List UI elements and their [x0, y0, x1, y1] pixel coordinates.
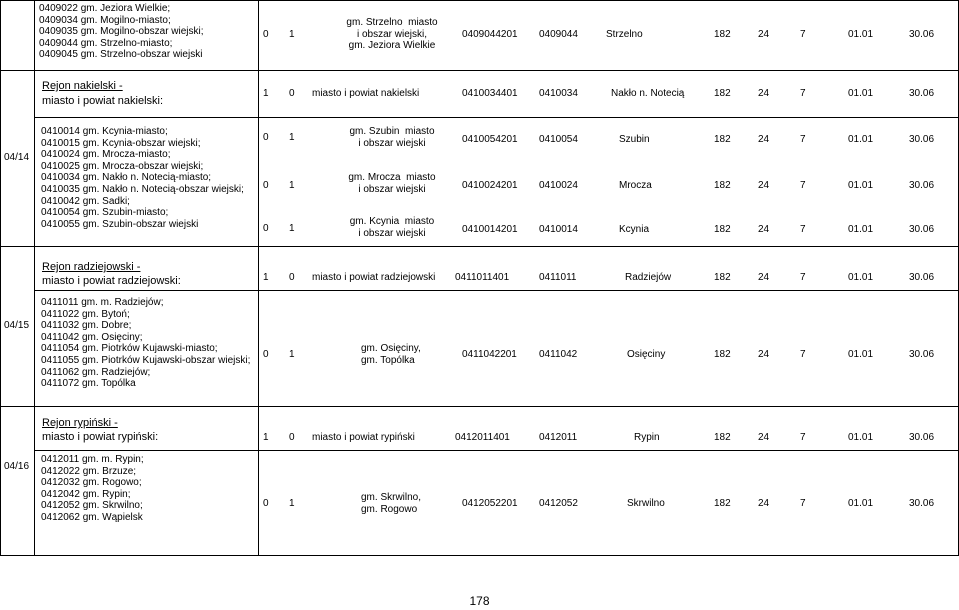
date-to: 30.06: [909, 432, 935, 443]
num-1: 182: [714, 349, 731, 360]
section-subtitle: miasto i powiat nakielski:: [42, 95, 164, 107]
place: Strzelno: [606, 29, 643, 40]
gminy-list: 0412011 gm. m. Rypin; 0412022 gm. Brzuze; 0412032 gm. Rogowo; 0412042 gm. Rypin; 0412052 gm. Skrwilno; 0412062 gm. Wąpielsk: [41, 454, 144, 523]
date-from: 01.01: [848, 349, 874, 360]
rule: [34, 117, 959, 118]
area-name: gm. Strzelno miasto i obszar wiejski, gm. Jeziora Wielkie: [346, 17, 438, 52]
place: Mrocza: [619, 180, 652, 191]
section-title: Rejon nakielski -: [42, 80, 123, 92]
flag-1: 0: [263, 223, 269, 234]
code-7: 0410034: [539, 88, 578, 99]
num-2: 24: [758, 349, 770, 360]
num-2: 24: [758, 29, 770, 40]
flag-1: 0: [263, 498, 269, 509]
code-7: 0411042: [539, 349, 578, 360]
place: Szubin: [619, 134, 650, 145]
date-from: 01.01: [848, 29, 874, 40]
num-3: 7: [800, 432, 806, 443]
code-10: 0412011401: [455, 432, 510, 443]
flag-1: 0: [263, 180, 269, 191]
num-2: 24: [758, 134, 770, 145]
date-to: 30.06: [909, 29, 935, 40]
code-7: 0412011: [539, 432, 578, 443]
code-7: 0409044: [539, 29, 578, 40]
num-3: 7: [800, 272, 806, 283]
code-10: 0410054201: [462, 134, 518, 145]
date-to: 30.06: [909, 224, 935, 235]
flag-2: 1: [289, 498, 295, 509]
num-1: 182: [714, 224, 731, 235]
flag-2: 0: [289, 432, 295, 443]
rule: [34, 0, 35, 555]
place: Skrwilno: [627, 498, 665, 509]
date-to: 30.06: [909, 498, 935, 509]
rule: [258, 0, 259, 555]
place: Kcynia: [619, 224, 650, 235]
gminy-list: 0410014 gm. Kcynia-miasto; 0410015 gm. Kcynia-obszar wiejski; 0410024 gm. Mrocza-miasto; 0410025 gm. Mrocza-obszar wiejski; 0410034 gm. Nakło n. Notecią-miasto; 0410035 gm. Nakło n. Notecią-obszar wiejski; 0410042 gm. Sadki; 0410054 gm. Szubin-miasto; 0410055 gm. Szubin-obszar wiejski: [41, 126, 244, 230]
date-to: 30.06: [909, 272, 935, 283]
num-1: 182: [714, 498, 731, 509]
code-10: 0409044201: [462, 29, 518, 40]
date-from: 01.01: [848, 134, 874, 145]
num-2: 24: [758, 88, 770, 99]
code-10: 0410024201: [462, 180, 518, 191]
flag-1: 0: [263, 349, 269, 360]
num-3: 7: [800, 498, 806, 509]
area-name: gm. Skrwilno, gm. Rogowo: [361, 492, 422, 515]
section-title: Rejon rypiński -: [42, 417, 118, 429]
flag-1: 1: [263, 272, 269, 283]
date-from: 01.01: [848, 272, 874, 283]
flag-2: 1: [289, 180, 295, 191]
area-name: miasto i powiat radziejowski: [312, 272, 436, 283]
code-7: 0410014: [539, 224, 578, 235]
rule: [0, 555, 959, 556]
area-name: gm. Kcynia miasto i obszar wiejski: [349, 216, 435, 239]
flag-2: 0: [289, 272, 295, 283]
num-3: 7: [800, 134, 806, 145]
num-3: 7: [800, 180, 806, 191]
date-from: 01.01: [848, 498, 874, 509]
page-number: 178: [469, 594, 490, 608]
code-7: 0410054: [539, 134, 578, 145]
code-10: 0410014201: [462, 224, 518, 235]
date-to: 30.06: [909, 349, 935, 360]
place: Nakło n. Notecią: [611, 88, 685, 99]
rule: [0, 0, 1, 555]
code-7: 0410024: [539, 180, 578, 191]
rule: [0, 246, 959, 247]
rule: [0, 70, 959, 71]
rule: [0, 0, 959, 1]
gminy-list: 0411011 gm. m. Radziejów; 0411022 gm. Bytoń; 0411032 gm. Dobre; 0411042 gm. Osięciny; 0411054 gm. Piotrków Kujawski-miasto; 0411055 gm. Piotrków Kujawski-obszar wiejski; 0411062 gm. Radziejów; 0411072 gm. Topólka: [41, 297, 251, 390]
area-name: miasto i powiat rypiński: [312, 432, 415, 443]
date-to: 30.06: [909, 134, 935, 145]
code-10: 0412052201: [462, 498, 518, 509]
num-3: 7: [800, 349, 806, 360]
num-2: 24: [758, 180, 770, 191]
rule: [0, 406, 959, 407]
num-3: 7: [800, 88, 806, 99]
num-1: 182: [714, 29, 731, 40]
flag-2: 0: [289, 88, 295, 99]
place: Osięciny: [627, 349, 666, 360]
section-code: 04/15: [4, 320, 30, 331]
flag-2: 1: [289, 349, 295, 360]
section-subtitle: miasto i powiat rypiński:: [42, 431, 159, 443]
num-3: 7: [800, 224, 806, 235]
flag-1: 1: [263, 88, 269, 99]
flag-1: 1: [263, 432, 269, 443]
flag-1: 0: [263, 29, 269, 40]
date-from: 01.01: [848, 432, 874, 443]
rule: [34, 450, 959, 451]
code-10: 0410034401: [462, 88, 518, 99]
num-2: 24: [758, 224, 770, 235]
section-title: Rejon radziejowski -: [42, 261, 141, 273]
rule: [34, 290, 959, 291]
num-2: 24: [758, 498, 770, 509]
num-2: 24: [758, 432, 770, 443]
section-code: 04/14: [4, 152, 30, 163]
code-10: 0411011401: [455, 272, 510, 283]
num-1: 182: [714, 134, 731, 145]
num-1: 182: [714, 272, 731, 283]
code-7: 0412052: [539, 498, 578, 509]
num-1: 182: [714, 432, 731, 443]
place: Rypin: [634, 432, 660, 443]
num-2: 24: [758, 272, 770, 283]
flag-2: 1: [289, 132, 295, 143]
flag-2: 1: [289, 223, 295, 234]
area-name: gm. Osięciny, gm. Topólka: [361, 343, 421, 366]
date-from: 01.01: [848, 224, 874, 235]
flag-1: 0: [263, 132, 269, 143]
code-7: 0411011: [539, 272, 577, 283]
area-name: gm. Szubin miasto i obszar wiejski: [349, 126, 435, 149]
date-from: 01.01: [848, 88, 874, 99]
date-from: 01.01: [848, 180, 874, 191]
section-code: 04/16: [4, 461, 30, 472]
place: Radziejów: [625, 272, 672, 283]
gminy-list: 0409022 gm. Jeziora Wielkie; 0409034 gm. Mogilno-miasto; 0409035 gm. Mogilno-obszar wiejski; 0409044 gm. Strzelno-miasto; 0409045 gm. Strzelno-obszar wiejski: [39, 3, 204, 61]
code-10: 0411042201: [462, 349, 517, 360]
date-to: 30.06: [909, 88, 935, 99]
flag-2: 1: [289, 29, 295, 40]
section-subtitle: miasto i powiat radziejowski:: [42, 275, 181, 287]
num-3: 7: [800, 29, 806, 40]
num-1: 182: [714, 180, 731, 191]
area-name: gm. Mrocza miasto i obszar wiejski: [348, 172, 436, 195]
num-1: 182: [714, 88, 731, 99]
area-name: miasto i powiat nakielski: [312, 88, 420, 99]
date-to: 30.06: [909, 180, 935, 191]
